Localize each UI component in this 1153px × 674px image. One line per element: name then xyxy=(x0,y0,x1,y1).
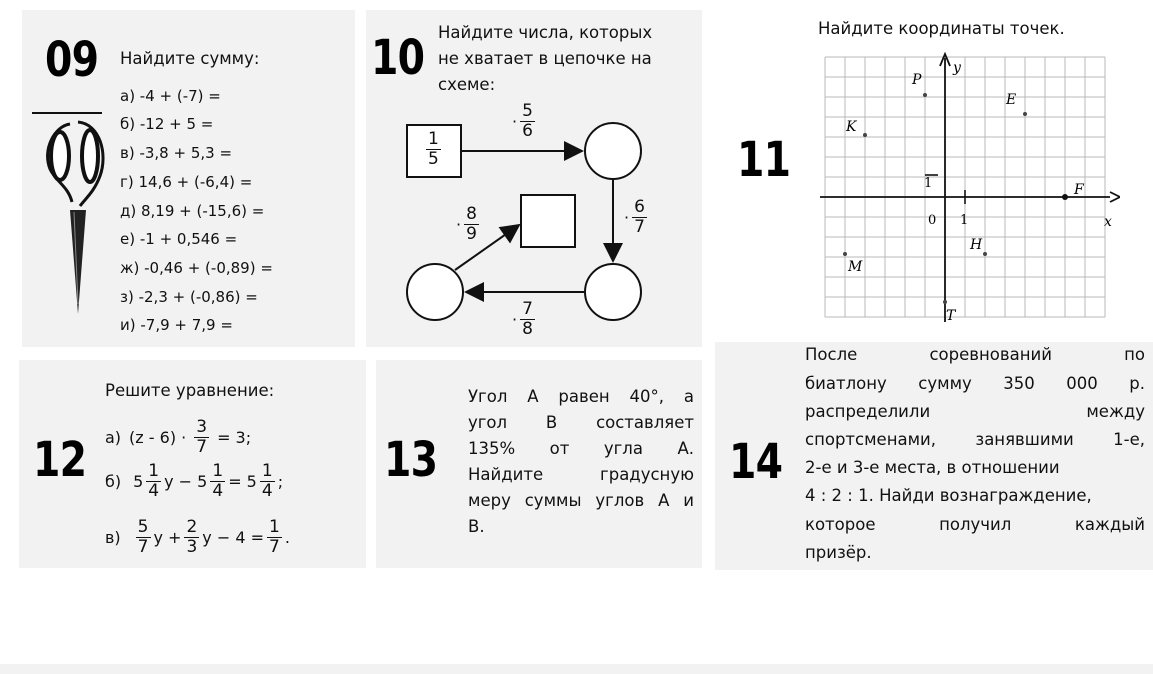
start-num: 1 xyxy=(428,129,439,149)
task-11-card xyxy=(715,10,1153,337)
equation-b-num-2: 1 xyxy=(212,461,224,481)
op-4-prefix: · xyxy=(456,215,462,234)
point-T: T xyxy=(946,308,956,324)
op-1-label xyxy=(512,102,538,141)
task-09-card xyxy=(22,10,355,347)
task-14-line-7: которое получил каждый xyxy=(805,515,1145,534)
circle-node-top-right xyxy=(585,123,641,179)
equation-b-num-3: 1 xyxy=(261,461,273,481)
op-1-num: 5 xyxy=(522,101,533,121)
task-13-number: 13 xyxy=(384,432,438,488)
op-4-num: 8 xyxy=(466,204,477,224)
task-10-number: 10 xyxy=(371,30,425,86)
list-item: з) -2,3 + (-0,86) = xyxy=(120,288,258,306)
origin-label: 0 xyxy=(928,213,937,228)
equation-c-end: . xyxy=(284,528,290,547)
task-10-prompt-line-2: не хватает в цепочке на xyxy=(438,49,652,68)
equation-c-num-2: 2 xyxy=(186,517,198,537)
task-12-prompt: Решите уравнение: xyxy=(105,381,275,400)
task-09-number: 09 xyxy=(45,32,99,88)
equation-b-den-2: 4 xyxy=(212,481,224,501)
start-fraction xyxy=(423,130,444,169)
equation-a-text: (z - 6) · xyxy=(129,428,187,447)
equation-b-mid: y − 5 xyxy=(164,472,208,491)
equation-c xyxy=(105,518,290,557)
list-item: и) -7,9 + 7,9 = xyxy=(120,316,233,334)
task-14-line-6: 4 : 2 : 1. Найди вознаграждение, xyxy=(805,486,1092,505)
chain-diagram xyxy=(366,10,702,347)
list-item: а) -4 + (-7) = xyxy=(120,87,221,105)
op-4-den: 9 xyxy=(466,224,477,244)
op-3-prefix: · xyxy=(512,310,518,329)
equation-c-label: в) xyxy=(105,528,121,547)
task-13-line-1: Угол А равен 40°, а xyxy=(468,387,694,406)
task-14-line-1: После соревнований по xyxy=(805,345,1145,364)
task-13-card xyxy=(376,360,702,568)
equation-c-den-2: 3 xyxy=(186,537,198,557)
task-14-line-3: распределили между xyxy=(805,402,1145,421)
task-11-prompt: Найдите координаты точек. xyxy=(818,19,1065,38)
equation-b-num-1: 1 xyxy=(148,461,160,481)
task-13-line-3: 135% от угла А. xyxy=(468,439,694,458)
task-14-line-5: 2-е и 3-е места, в отношении xyxy=(805,458,1060,477)
op-2-den: 7 xyxy=(634,217,645,237)
op-4-label xyxy=(456,205,482,244)
equation-a-den: 7 xyxy=(196,437,208,457)
list-item: е) -1 + 0,546 = xyxy=(120,230,238,248)
tick-x-label: 1 xyxy=(960,213,969,228)
tick-y-label: 1 xyxy=(924,176,933,191)
equation-a-num: 3 xyxy=(196,417,208,437)
equation-b-eq: = 5 xyxy=(228,472,257,491)
task-14-line-2: биатлону сумму 350 000 р. xyxy=(805,374,1145,393)
task-13-line-6: В. xyxy=(468,517,485,536)
equation-c-den-3: 7 xyxy=(269,537,280,557)
op-1-den: 6 xyxy=(522,121,533,141)
page-bottom-strip xyxy=(0,664,1153,674)
task-14-line-8: призёр. xyxy=(805,543,872,562)
point-P: P xyxy=(912,72,922,88)
list-item: г) 14,6 + (-6,4) = xyxy=(120,173,253,191)
axis-x-label: x xyxy=(1104,214,1112,230)
task-10-prompt-line-3: схеме: xyxy=(438,75,496,94)
equation-b-label: б) xyxy=(105,472,122,491)
equation-b-end: ; xyxy=(277,472,284,491)
op-2-prefix: · xyxy=(624,208,630,227)
list-item: б) -12 + 5 = xyxy=(120,115,214,133)
list-item: д) 8,19 + (-15,6) = xyxy=(120,202,265,220)
coordinate-grid xyxy=(820,52,1120,332)
point-K: K xyxy=(846,119,857,135)
op-1-prefix: · xyxy=(512,112,518,131)
task-10-card xyxy=(366,10,702,347)
op-3-num: 7 xyxy=(522,299,533,319)
list-item: в) -3,8 + 5,3 = xyxy=(120,144,233,162)
circle-node-bottom-left xyxy=(407,264,463,320)
op-3-den: 8 xyxy=(522,319,533,339)
task-13-line-2: угол В составляет xyxy=(468,413,694,432)
task-13-line-4: Найдите градусную xyxy=(468,465,694,484)
equation-c-den-1: 7 xyxy=(137,537,149,557)
start-den: 5 xyxy=(428,149,439,169)
answer-box xyxy=(521,195,575,247)
equation-a-rhs: = 3; xyxy=(217,428,252,447)
point-M: M xyxy=(848,259,863,275)
circle-node-bottom-right xyxy=(585,264,641,320)
equation-c-num-1: 5 xyxy=(137,517,149,537)
equation-a-label: а) xyxy=(105,428,122,447)
equation-c-mid-1: y + xyxy=(153,528,182,547)
point-F: F xyxy=(1074,182,1084,198)
axis-y-label: y xyxy=(953,60,961,76)
equation-c-mid-2: y − 4 = xyxy=(202,528,265,547)
list-item: ж) -0,46 + (-0,89) = xyxy=(120,259,273,277)
task-12-number: 12 xyxy=(33,432,87,488)
point-E: E xyxy=(1006,92,1017,108)
task-10-prompt-line-1: Найдите числа, которых xyxy=(438,23,653,42)
point-H: H xyxy=(970,237,983,253)
task-09-prompt: Найдите сумму: xyxy=(120,49,260,68)
equation-b-den-3: 4 xyxy=(261,481,273,501)
equation-a xyxy=(105,418,251,457)
task-14-number: 14 xyxy=(729,434,783,490)
task-11-number: 11 xyxy=(737,132,791,188)
task-14-card xyxy=(715,342,1153,570)
op-3-label xyxy=(512,300,538,339)
equation-b-whole-1: 5 xyxy=(133,472,144,491)
task-14-line-4: спортсменами, занявшими 1-е, xyxy=(805,430,1145,449)
scissors-icon xyxy=(30,114,120,324)
task-12-card xyxy=(19,360,366,568)
task-13-line-5: меру суммы углов А и xyxy=(468,491,694,510)
equation-b-den-1: 4 xyxy=(148,481,160,501)
equation-b xyxy=(105,462,283,501)
equation-c-num-3: 1 xyxy=(269,517,280,537)
op-2-num: 6 xyxy=(634,197,645,217)
op-2-label xyxy=(624,198,650,237)
